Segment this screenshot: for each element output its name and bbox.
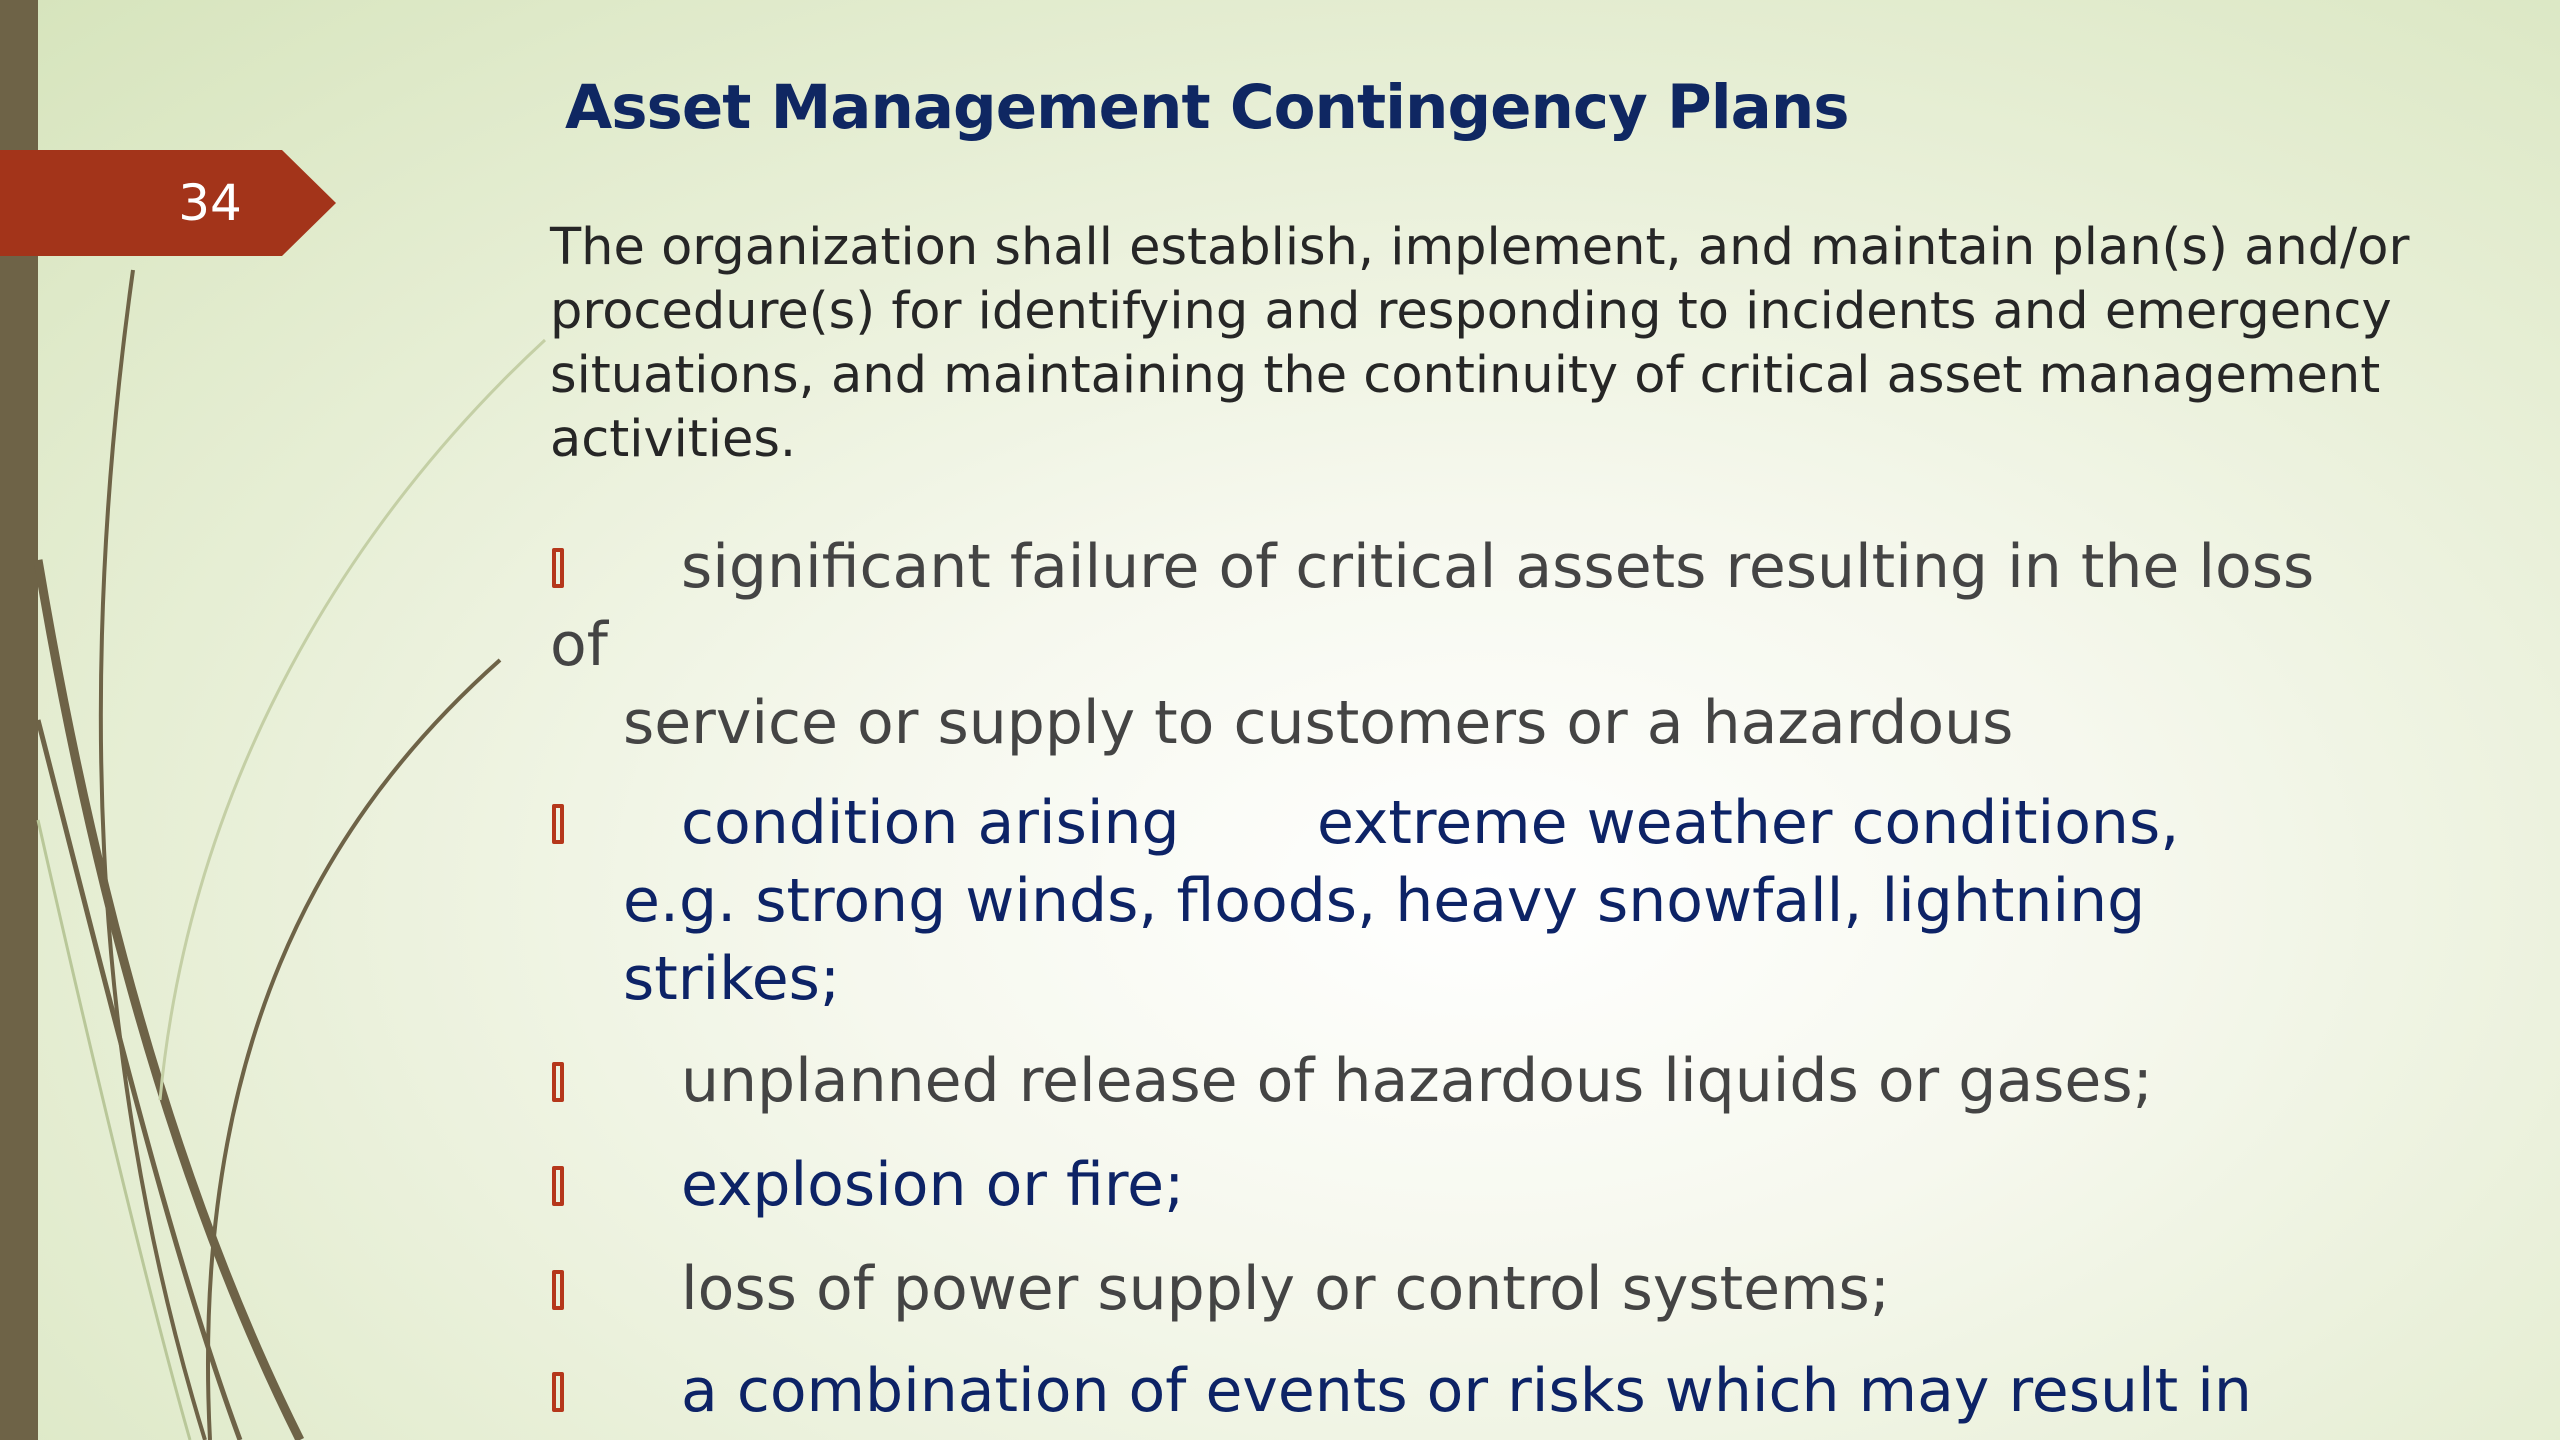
bullet-marker-icon [552, 1062, 564, 1102]
bullet-text-line: strikes; [623, 944, 841, 1014]
bullet-text-line: explosion or fire; [681, 1150, 1185, 1220]
bullet-text-line: extreme weather conditions, [1317, 788, 2180, 858]
bullet-marker-icon [552, 804, 564, 844]
slide-number: 34 [178, 174, 242, 232]
bullet-text-line: a combination of events or risks which may result in [681, 1356, 2252, 1426]
bullet-marker-icon [552, 548, 564, 588]
bullet-text-line: condition arising [681, 788, 1180, 858]
bullet-text-line: e.g. strong winds, floods, heavy snowfall, lightning [623, 866, 2146, 936]
bullet-marker-icon [552, 1372, 564, 1412]
bullet-text-line: service or supply to customers or a hazardous [623, 688, 2014, 758]
bullet-text-line: significant failure of critical assets resulting in the loss [681, 532, 2315, 602]
slide-title: Asset Management Contingency Plans [565, 72, 1849, 143]
intro-paragraph: The organization shall establish, implement, and maintain plan(s) and/or procedure(s) for identifying and responding to incidents and emergency situations, and maintaining the continuity of critical asset management activities. [550, 218, 2410, 469]
bullet-marker-icon [552, 1270, 564, 1310]
bullet-text-line: of [550, 610, 608, 680]
bullet-marker-icon [552, 1166, 564, 1206]
bullet-text-line: unplanned release of hazardous liquids or gases; [681, 1046, 2153, 1116]
bullet-text-line: loss of power supply or control systems; [681, 1254, 1890, 1324]
